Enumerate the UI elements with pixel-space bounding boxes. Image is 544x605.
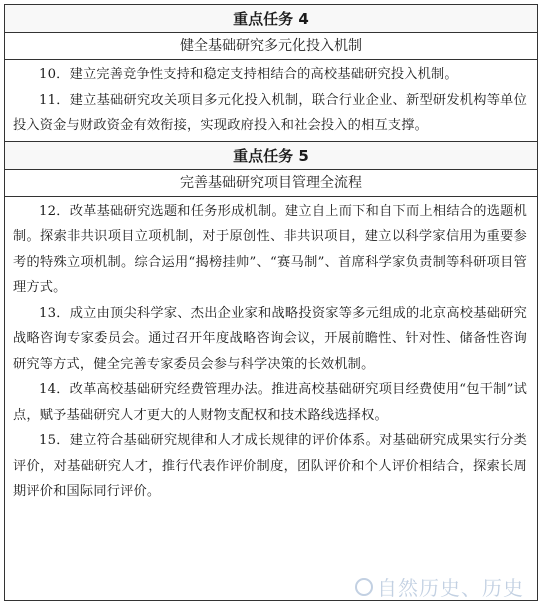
task5-item-13: 13．成立由顶尖科学家、杰出企业家和战略投资家等多元组成的北京高校基础研究战略咨询专家委员会。通过召开年度战略咨询会议，开展前瞻性、针对性、储备性咨询研究等方式，健全完善专家委员会参与科学决策的长效机制。	[13, 305, 527, 372]
task5-header: 重点任务 5	[5, 142, 537, 170]
task5-title: 完善基础研究项目管理全流程	[5, 170, 537, 197]
task4-items	[5, 60, 537, 142]
task5-items	[5, 197, 537, 507]
policy-table	[4, 4, 538, 601]
task4-title: 健全基础研究多元化投入机制	[5, 33, 537, 60]
task4-item-10: 10．建立完善竞争性支持和稳定支持相结合的高校基础研究投入机制。	[39, 67, 458, 82]
task4-item-11: 11．建立基础研究攻关项目多元化投入机制，联合行业企业、新型研发机构等单位投入资金与财政资金有效衔接，实现政府投入和社会投入的相互支撑。	[13, 92, 527, 133]
task5-item-15: 15．建立符合基础研究规律和人才成长规律的评价体系。对基础研究成果实行分类评价，对基础研究人才，推行代表作评价制度，团队评价和个人评价相结合，探索长周期评价和国际同行评价。	[13, 433, 527, 499]
task5-item-14: 14．改革高校基础研究经费管理办法。推进高校基础研究项目经费使用“包干制”试点，赋予基础研究人才更大的人财物支配权和技术路线选择权。	[13, 382, 527, 423]
task5-item-12: 12．改革基础研究选题和任务形成机制。建立自上而下和自下而上相结合的选题机制。探索非共识项目立项机制，对于原创性、非共识项目，建立以科学家信用为重要参考的特殊立项机制。综合运用“揭榜挂帅”、“赛马制”、首席科学家负责制等科研项目管理方式。	[13, 203, 527, 295]
task4-header: 重点任务 4	[5, 5, 537, 33]
watermark-text: 自然历史、历史	[377, 576, 524, 600]
